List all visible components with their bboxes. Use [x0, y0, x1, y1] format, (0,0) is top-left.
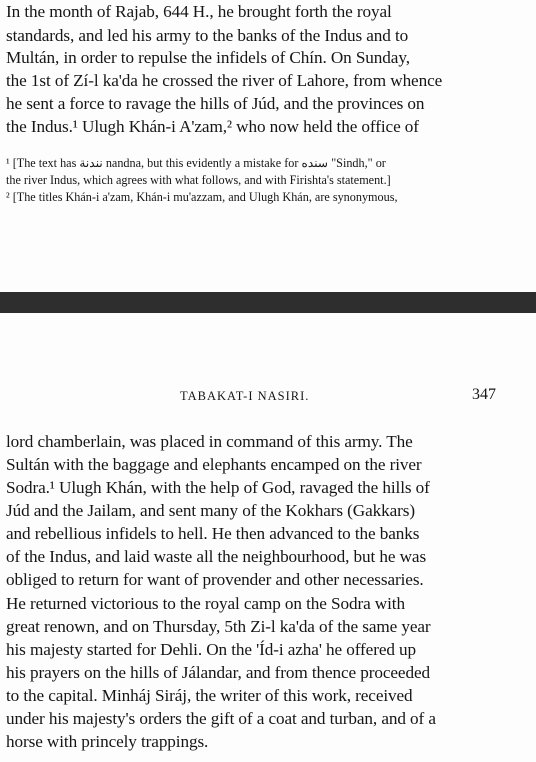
running-head: TABAKAT-I NASIRI. — [180, 389, 310, 403]
top-page-fragment — [0, 0, 536, 292]
body-text-line: obliged to return for want of provender and other necessaries. — [6, 570, 424, 589]
body-text-line: Júd and the Jailam, and sent many of the Kokhars (Gakkars) — [6, 501, 415, 520]
body-text-line: and rebellious infidels to hell. He then advanced to the banks — [6, 524, 420, 543]
footnote-line: the river Indus, which agrees with what follows, and with Firishta's statement.] — [6, 173, 391, 187]
body-text-line: his prayers on the hills of Jálandar, and from thence proceeded — [6, 663, 430, 682]
footnote-line: ¹ [The text has ﻧﻨﺪﻧﺔ nandna, but this evidently a mistake for ﺳﻨﺪﻩ "Sindh," or — [6, 156, 386, 170]
body-text-line: In the month of Rajab, 644 H., he brought forth the royal — [6, 2, 392, 21]
body-text-line: lord chamberlain, was placed in command of this army. The — [6, 432, 413, 451]
page-number: 347 — [472, 386, 496, 403]
body-text-line: the Indus.¹ Ulugh Khán-i A'zam,² who now held the office of — [6, 117, 419, 136]
body-text-line: he sent a force to ravage the hills of Júd, and the provinces on — [6, 94, 425, 113]
body-text-line: Multán, in order to repulse the infidels of Chín. On Sunday, — [6, 48, 410, 67]
footnote-line: ² [The titles Khán-i a'zam, Khán-i mu'azzam, and Ulugh Khán, are synonymous, — [6, 190, 398, 204]
body-text-line: horse with princely trappings. — [6, 732, 209, 751]
page-divider — [0, 292, 536, 313]
body-text-line: under his majesty's orders the gift of a coat and turban, and of a — [6, 709, 436, 728]
body-text-line: to the capital. Minháj Siráj, the writer of this work, received — [6, 686, 413, 705]
body-text-line: his majesty started for Dehli. On the 'Íd-i azha' he offered up — [6, 640, 417, 659]
body-text-line: Sodra.¹ Ulugh Khán, with the help of God, ravaged the hills of — [6, 478, 430, 497]
body-text-line: of the Indus, and laid waste all the neighbourhood, but he was — [6, 547, 427, 566]
body-text-line: He returned victorious to the royal camp on the Sodra with — [6, 594, 405, 613]
body-text-line: the 1st of Zí-l ka'da he crossed the river of Lahore, from whence — [6, 71, 443, 90]
body-text-line: Sultán with the baggage and elephants encamped on the river — [6, 455, 422, 474]
body-text-line: great renown, and on Thursday, 5th Zi-l ka'da of the same year — [6, 617, 431, 636]
body-text-line: standards, and led his army to the banks of the Indus and to — [6, 26, 409, 45]
